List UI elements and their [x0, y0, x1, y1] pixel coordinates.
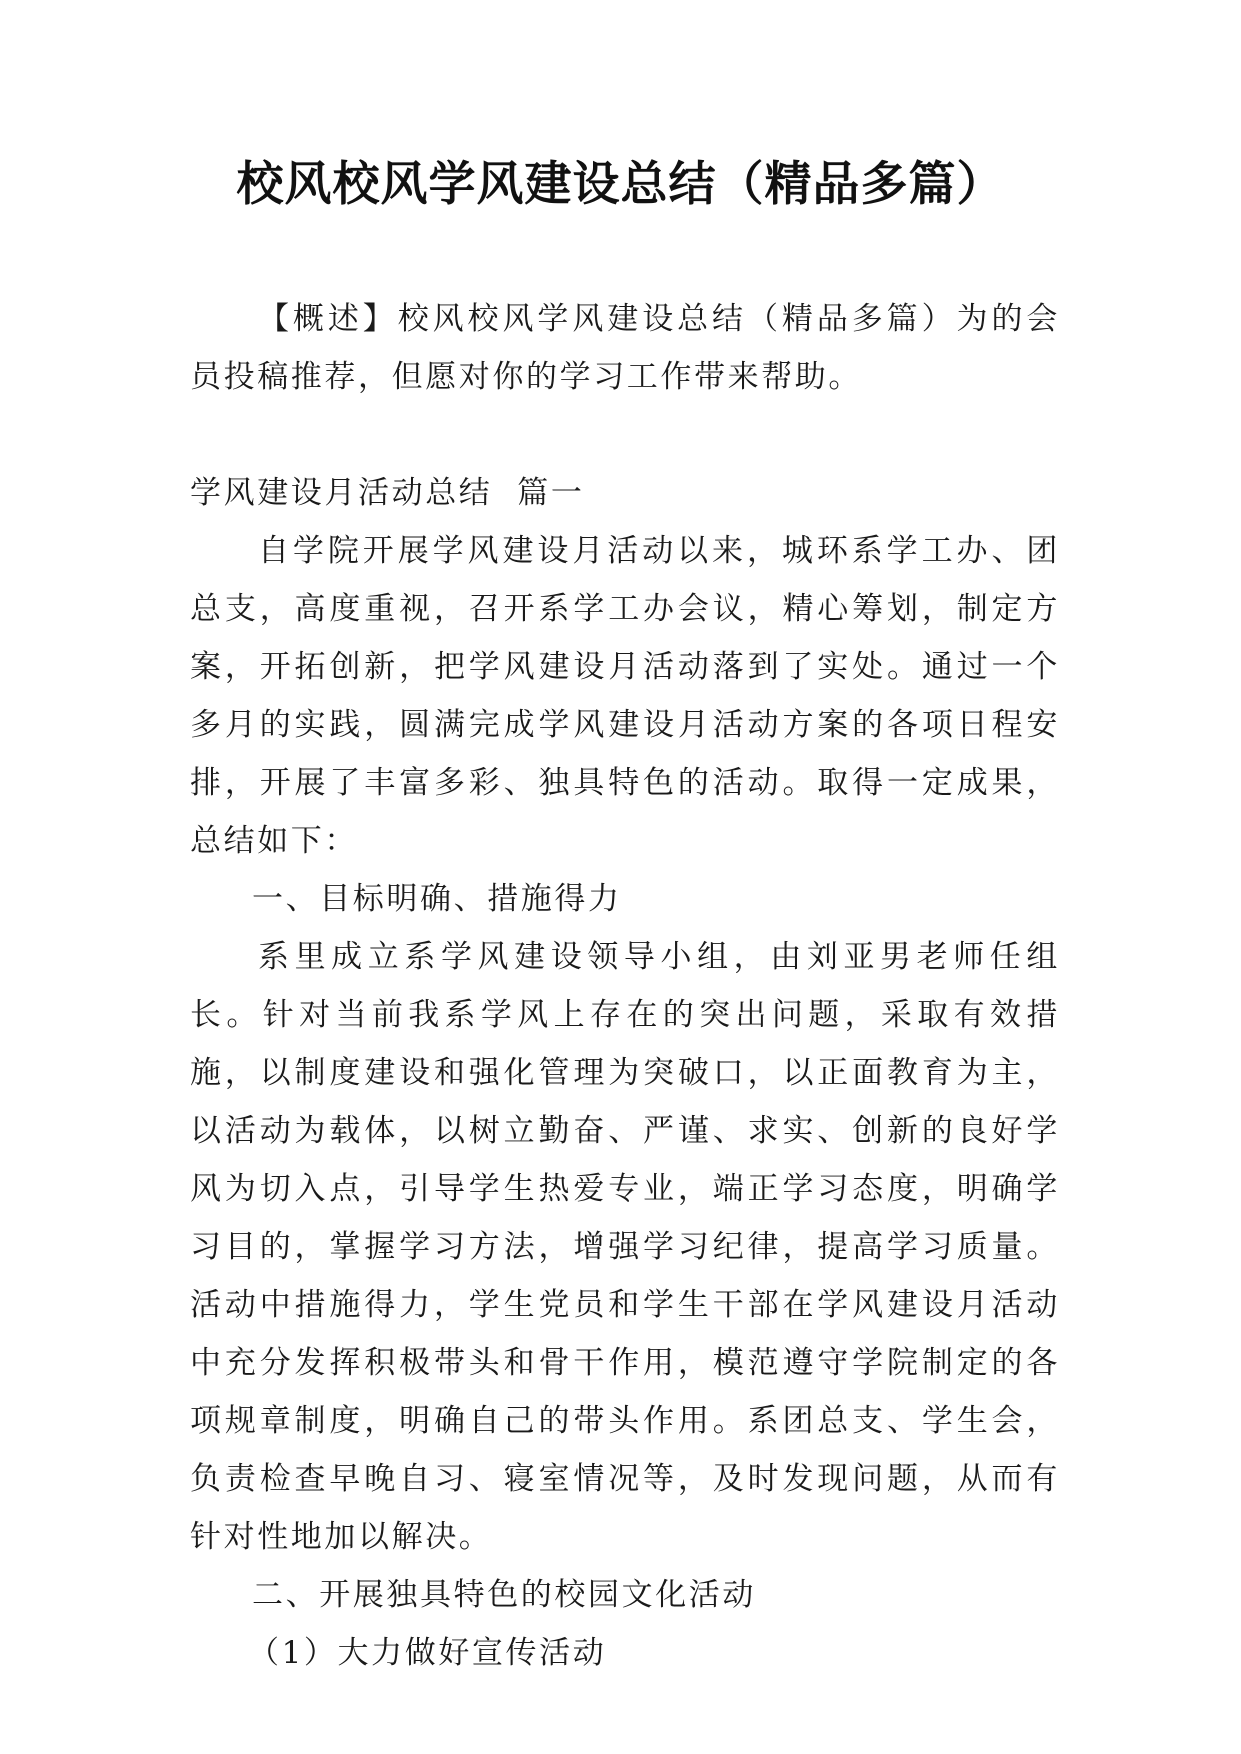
list-item-heading: （1）大力做好宣传活动	[248, 1635, 607, 1671]
body-paragraph: 自学院开展学风建设月活动以来，城环系学工办、团总支，高度重视，召开系学工办会议，精心筹划，制定方案，开拓创新，把学风建设月活动落到了实处。通过一个多月的实践，圆满完成学风建设月活动方案的各项日程安排，开展了丰富多彩、独具特色的活动。取得一定成果，总结如下：	[190, 533, 1060, 859]
summary-paragraph: 【概述】校风校风学风建设总结（精品多篇）为的会员投稿推荐，但愿对你的学习工作带来帮助。	[190, 301, 1060, 395]
section-title: 学风建设月活动总结 篇一	[190, 475, 585, 511]
document-body	[190, 290, 1060, 1682]
document-title: 校风校风学风建设总结（精品多篇）	[236, 157, 1005, 212]
subsection-heading: 二、开展独具特色的校园文化活动	[252, 1577, 756, 1613]
subsection-heading: 一、目标明确、措施得力	[252, 881, 622, 917]
body-paragraph: 系里成立系学风建设领导小组，由刘亚男老师任组长。针对当前我系学风上存在的突出问题，采取有效措施，以制度建设和强化管理为突破口，以正面教育为主，以活动为载体，以树立勤奋、严谨、求实、创新的良好学风为切入点，引导学生热爱专业，端正学习态度，明确学习目的，掌握学习方法，增强学习纪律，提高学习质量。活动中措施得力，学生党员和学生干部在学风建设月活动中充分发挥积极带头和骨干作用，模范遵守学院制定的各项规章制度，明确自己的带头作用。系团总支、学生会，负责检查早晚自习、寝室情况等，及时发现问题，从而有针对性地加以解决。	[190, 939, 1060, 1555]
